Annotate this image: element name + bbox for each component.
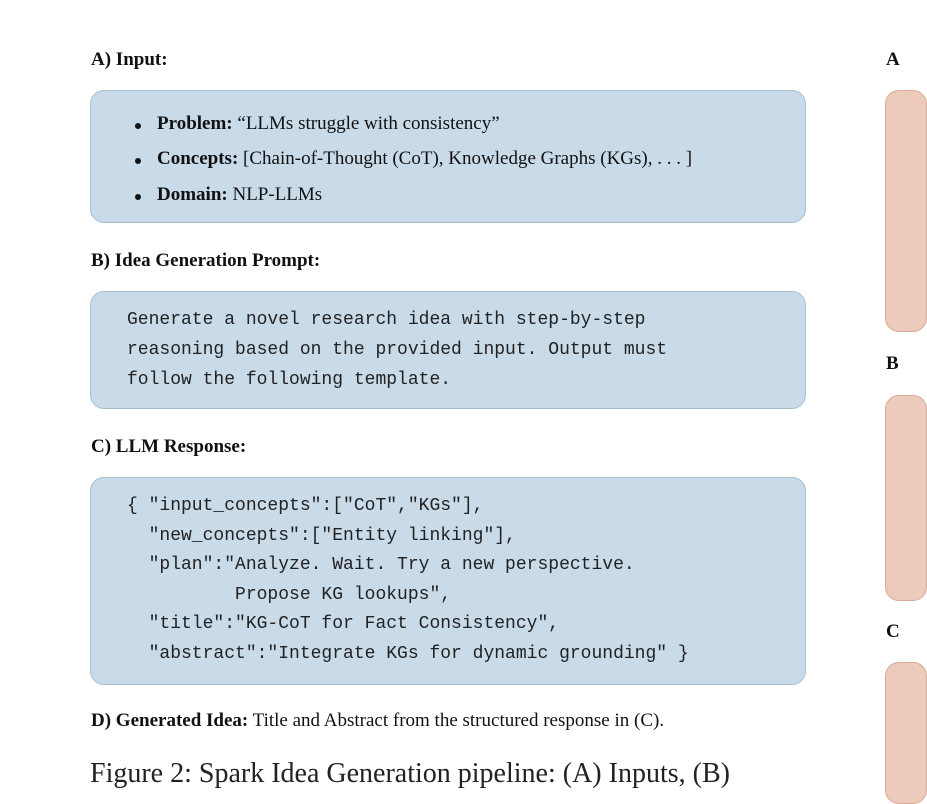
prompt-line: follow the following template. (127, 370, 452, 390)
right-heading-b: B (886, 353, 899, 374)
input-item-problem (157, 113, 500, 135)
right-panel-b (885, 395, 927, 601)
input-item-concepts (157, 148, 692, 170)
right-heading-a: A (886, 49, 900, 70)
response-line: "title":"KG-CoT for Fact Consistency", (127, 614, 560, 634)
response-line: { "input_concepts":["CoT","KGs"], (127, 496, 484, 516)
section-a-heading: A) Input: (91, 49, 168, 70)
input-item-text: “LLMs struggle with consistency” (232, 113, 500, 134)
figure-caption: Figure 2: Spark Idea Generation pipeline: (A) Inputs, (B) (90, 758, 730, 789)
prompt-line: reasoning based on the provided input. Output must (127, 340, 668, 360)
right-heading-c: C (886, 621, 900, 642)
response-panel (90, 477, 806, 685)
input-item-label: Concepts: (157, 148, 239, 169)
response-line: Propose KG lookups", (127, 585, 452, 605)
input-panel (90, 90, 806, 223)
generated-idea-text: Title and Abstract from the structured response in (C). (248, 710, 665, 731)
right-panel-c (885, 662, 927, 804)
generated-idea-label: D) Generated Idea: (91, 710, 249, 731)
prompt-panel (90, 291, 806, 409)
input-item-text: [Chain-of-Thought (CoT), Knowledge Graphs (KGs), . . . ] (238, 148, 693, 169)
input-item-text: NLP-LLMs (227, 184, 323, 205)
response-line: "abstract":"Integrate KGs for dynamic grounding" } (127, 644, 689, 664)
input-item-label: Domain: (157, 184, 228, 205)
response-line: "new_concepts":["Entity linking"], (127, 526, 516, 546)
generated-idea-line (91, 710, 664, 732)
prompt-line: Generate a novel research idea with step-by-step (127, 310, 646, 330)
response-line: "plan":"Analyze. Wait. Try a new perspective. (127, 555, 635, 575)
input-item-domain (157, 184, 322, 206)
section-b-heading: B) Idea Generation Prompt: (91, 250, 321, 271)
right-panel-a (885, 90, 927, 332)
input-item-label: Problem: (157, 113, 233, 134)
section-c-heading: C) LLM Response: (91, 436, 247, 457)
